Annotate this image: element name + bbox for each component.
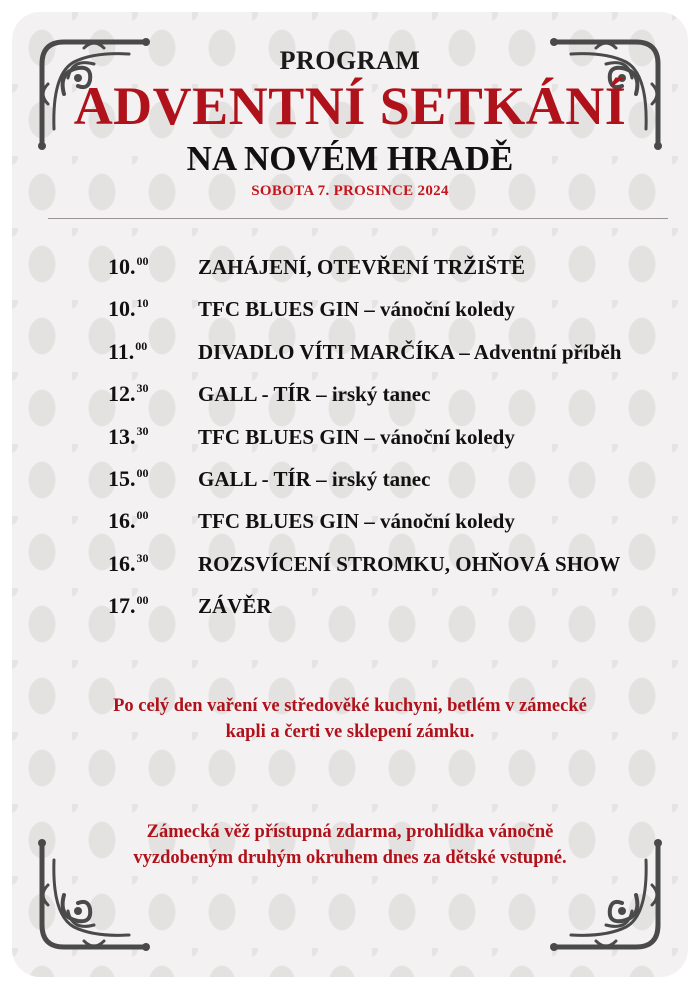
note-line: vyzdobeným druhým okruhem dnes za dětské vstupné. — [133, 847, 567, 868]
schedule-row — [108, 466, 678, 508]
tower-note — [72, 820, 628, 872]
time-hour: 10. — [108, 254, 136, 279]
time-hour: 15. — [108, 465, 136, 491]
time-minute: 00 — [136, 254, 149, 268]
note-line: kapli a čerti ve sklepení zámku. — [225, 721, 475, 742]
schedule-row — [108, 593, 678, 635]
time-minute: 00 — [136, 465, 149, 480]
time-hour: 10. — [108, 296, 136, 322]
activity: ZÁVĚR — [198, 594, 272, 619]
note-line: Zámecká věž přístupná zdarma, prohlídka vánočně — [146, 822, 554, 842]
time-hour: 11. — [108, 338, 135, 364]
time-minute: 00 — [136, 508, 149, 523]
event-date: SOBOTA 7. PROSINCE 2024 — [251, 182, 449, 199]
time — [108, 593, 198, 619]
activity: GALL - TÍR – irský tanec — [198, 382, 431, 407]
time-minute: 30 — [136, 423, 149, 438]
time-hour: 16. — [108, 508, 136, 534]
time — [108, 296, 198, 322]
time — [108, 508, 198, 534]
header — [12, 46, 688, 200]
pre-title: PROGRAM — [279, 46, 421, 75]
time — [108, 551, 198, 577]
time-minute: 30 — [136, 550, 149, 565]
all-day-note — [72, 694, 628, 746]
schedule-row — [108, 424, 678, 466]
schedule-row — [108, 339, 678, 381]
time-minute: 30 — [136, 381, 149, 396]
time — [108, 424, 198, 450]
time — [108, 466, 198, 492]
poster — [12, 12, 688, 977]
time-hour: 17. — [108, 593, 136, 619]
note-line: Po celý den vaření ve středověké kuchyni, betlém v zámecké — [113, 696, 587, 716]
activity: ZAHÁJENÍ, OTEVŘENÍ TRŽIŠTĚ — [198, 255, 525, 279]
time-minute: 00 — [136, 593, 149, 608]
time-minute: 00 — [135, 338, 148, 353]
schedule-row — [108, 254, 678, 296]
activity: GALL - TÍR – irský tanec — [198, 466, 431, 491]
activity: DIVADLO VÍTI MARČÍKA – Adventní příběh — [198, 339, 622, 364]
time — [108, 339, 198, 365]
time-hour: 13. — [108, 423, 136, 449]
activity: ROZSVÍCENÍ STROMKU, OHŇOVÁ SHOW — [198, 551, 621, 576]
time-hour: 12. — [108, 381, 136, 407]
schedule-row — [108, 381, 678, 423]
subtitle: NA NOVÉM HRADĚ — [186, 138, 514, 178]
time — [108, 381, 198, 407]
schedule-row — [108, 508, 678, 550]
activity: TFC BLUES GIN – vánoční koledy — [198, 424, 515, 449]
activity: TFC BLUES GIN – vánoční koledy — [198, 509, 515, 534]
divider — [48, 218, 668, 219]
time-minute: 10 — [136, 296, 149, 311]
activity: TFC BLUES GIN – vánoční koledy — [198, 297, 515, 322]
time-hour: 16. — [108, 550, 136, 576]
schedule-list — [108, 254, 678, 636]
time — [108, 254, 198, 280]
schedule-row — [108, 551, 678, 593]
schedule-row — [108, 296, 678, 338]
page-title: ADVENTNÍ SETKÁNÍ — [73, 76, 627, 136]
